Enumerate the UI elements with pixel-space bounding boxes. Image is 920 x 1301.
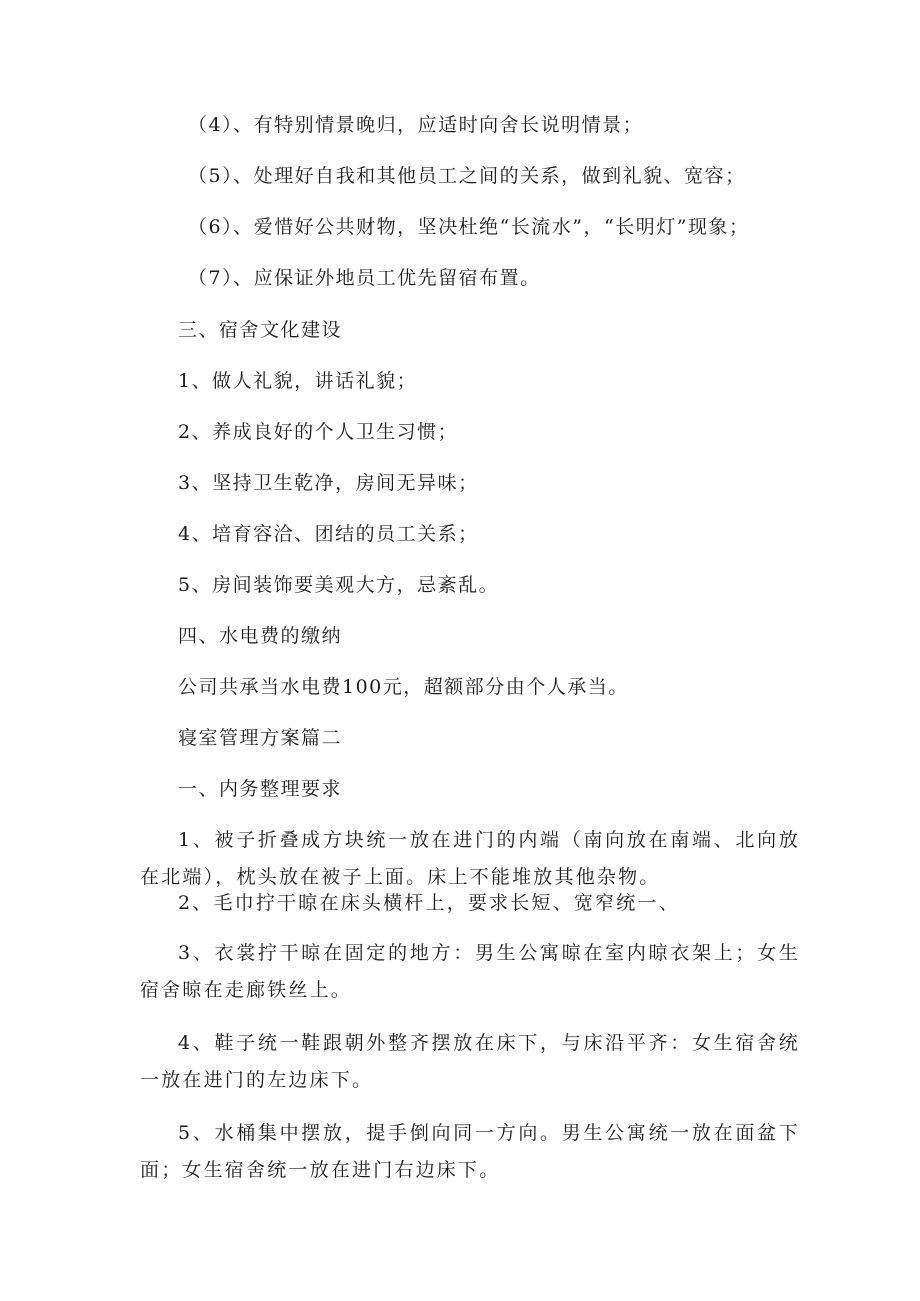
utilities-text: 公司共承当水电费100元，超额部分由个人承当。 xyxy=(178,676,629,698)
rule-item-4: （4）、有特别情景晚归，应适时向舍长说明情景； xyxy=(188,114,644,136)
housekeeping-item-3: 3、衣裳拧干晾在固定的地方：男生公寓晾在室内晾衣架上；女生宿舍晾在走廊铁丝上。 xyxy=(140,942,800,1001)
section-heading-culture: 三、宿舍文化建设 xyxy=(178,319,343,341)
rule-item-7: （7）、应保证外地员工优先留宿布置。 xyxy=(188,267,541,289)
culture-item-5: 5、房间装饰要美观大方，忌紊乱。 xyxy=(178,574,500,596)
rule-item-6: （6）、爱惜好公共财物，坚决杜绝“长流水”，“长明灯”现象； xyxy=(188,216,750,238)
section-heading-utilities: 四、水电费的缴纳 xyxy=(178,625,343,647)
section-heading-housekeeping: 一、内务整理要求 xyxy=(178,778,343,800)
housekeeping-item-5: 5、水桶集中摆放，提手倒向同一方向。男生公寓统一放在面盆下面；女生宿舍统一放在进门右边床下。 xyxy=(140,1122,800,1181)
culture-item-3: 3、坚持卫生乾净，房间无异味； xyxy=(178,472,479,494)
housekeeping-item-2: 2、毛巾拧干晾在床头横杆上，要求长短、宽窄统一、 xyxy=(178,892,680,914)
housekeeping-item-1: 1、被子折叠成方块统一放在进门的内端（南向放在南端、北向放在北端），枕头放在被子上面。床上不能堆放其他杂物。 xyxy=(140,829,800,888)
culture-item-4: 4、培育容洽、团结的员工关系； xyxy=(178,523,479,545)
culture-item-1: 1、做人礼貌，讲话礼貌； xyxy=(178,370,418,392)
culture-item-2: 2、养成良好的个人卫生习惯； xyxy=(178,421,459,443)
rule-item-5: （5）、处理好自我和其他员工之间的关系，做到礼貌、宽容； xyxy=(188,165,746,187)
article-title-part-two: 寝室管理方案篇二 xyxy=(178,727,343,749)
housekeeping-item-4: 4、鞋子统一鞋跟朝外整齐摆放在床下，与床沿平齐：女生宿舍统一放在进门的左边床下。 xyxy=(140,1032,800,1091)
